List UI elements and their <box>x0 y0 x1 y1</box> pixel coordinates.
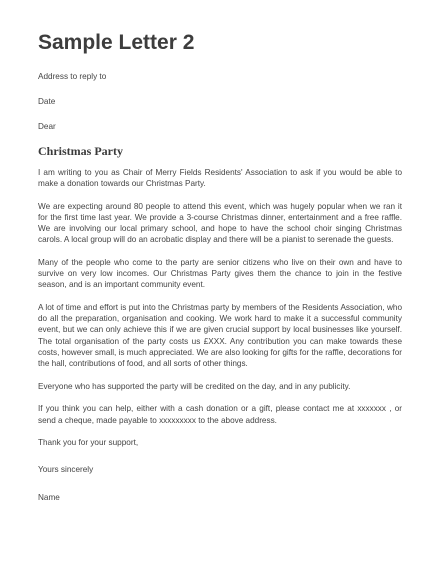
address-line: Address to reply to <box>38 72 107 81</box>
letter-page <box>38 30 402 503</box>
paragraph-thanks: Thank you for your support, <box>38 438 139 448</box>
salutation: Dear <box>38 122 56 132</box>
page-title: Sample Letter 2 <box>38 31 195 54</box>
closing-line: Yours sincerely <box>38 465 94 475</box>
name-line: Name <box>38 492 60 502</box>
paragraph-credit: Everyone who has supported the party will be credited on the day, and in any publicity. <box>38 381 351 391</box>
letter-heading: Christmas Party <box>38 143 123 158</box>
paragraph-guests: Many of the people who come to the party are senior citizens who live on their own and have to survive on very low incomes. Our Christmas Party gives them the chance to join in the festive season, and is an important community event. <box>38 257 402 290</box>
paragraph-contact: If you think you can help, either with a cash donation or a gift, please contact me at xxxxxxx , or send a cheque, made payable to xxxxxxxxx to the above address. <box>38 404 402 425</box>
date-line: Date <box>38 97 56 107</box>
paragraph-costs: A lot of time and effort is put into the Christmas party by members of the Residents Association, who do all the preparation, organisation and cooking. We work hard to make it a successful community event, but we can only achieve this if we are given crucial support by local businesses like yourself. The total organisation of the party costs us £XXX. Any contribution you can make towards these costs, however small, is much appreciated. We are also looking for gifts for the raffle, decorations for the hall, contributions of food, and all sorts of other things. <box>38 302 402 368</box>
paragraph-event: We are expecting around 80 people to attend this event, which was hugely popular when we ran it for the first time last year. We provide a 3-course Christmas dinner, entertainment and a free raffle. We are involving our local primary school, and hope to have the school choir singing Christmas carols. A local group will do an acrobatic display and there will be a pianist to serenade the guests. <box>38 201 402 245</box>
paragraph-intro: I am writing to you as Chair of Merry Fields Residents' Association to ask if you would be able to make a donation towards our Christmas Party. <box>38 167 402 188</box>
